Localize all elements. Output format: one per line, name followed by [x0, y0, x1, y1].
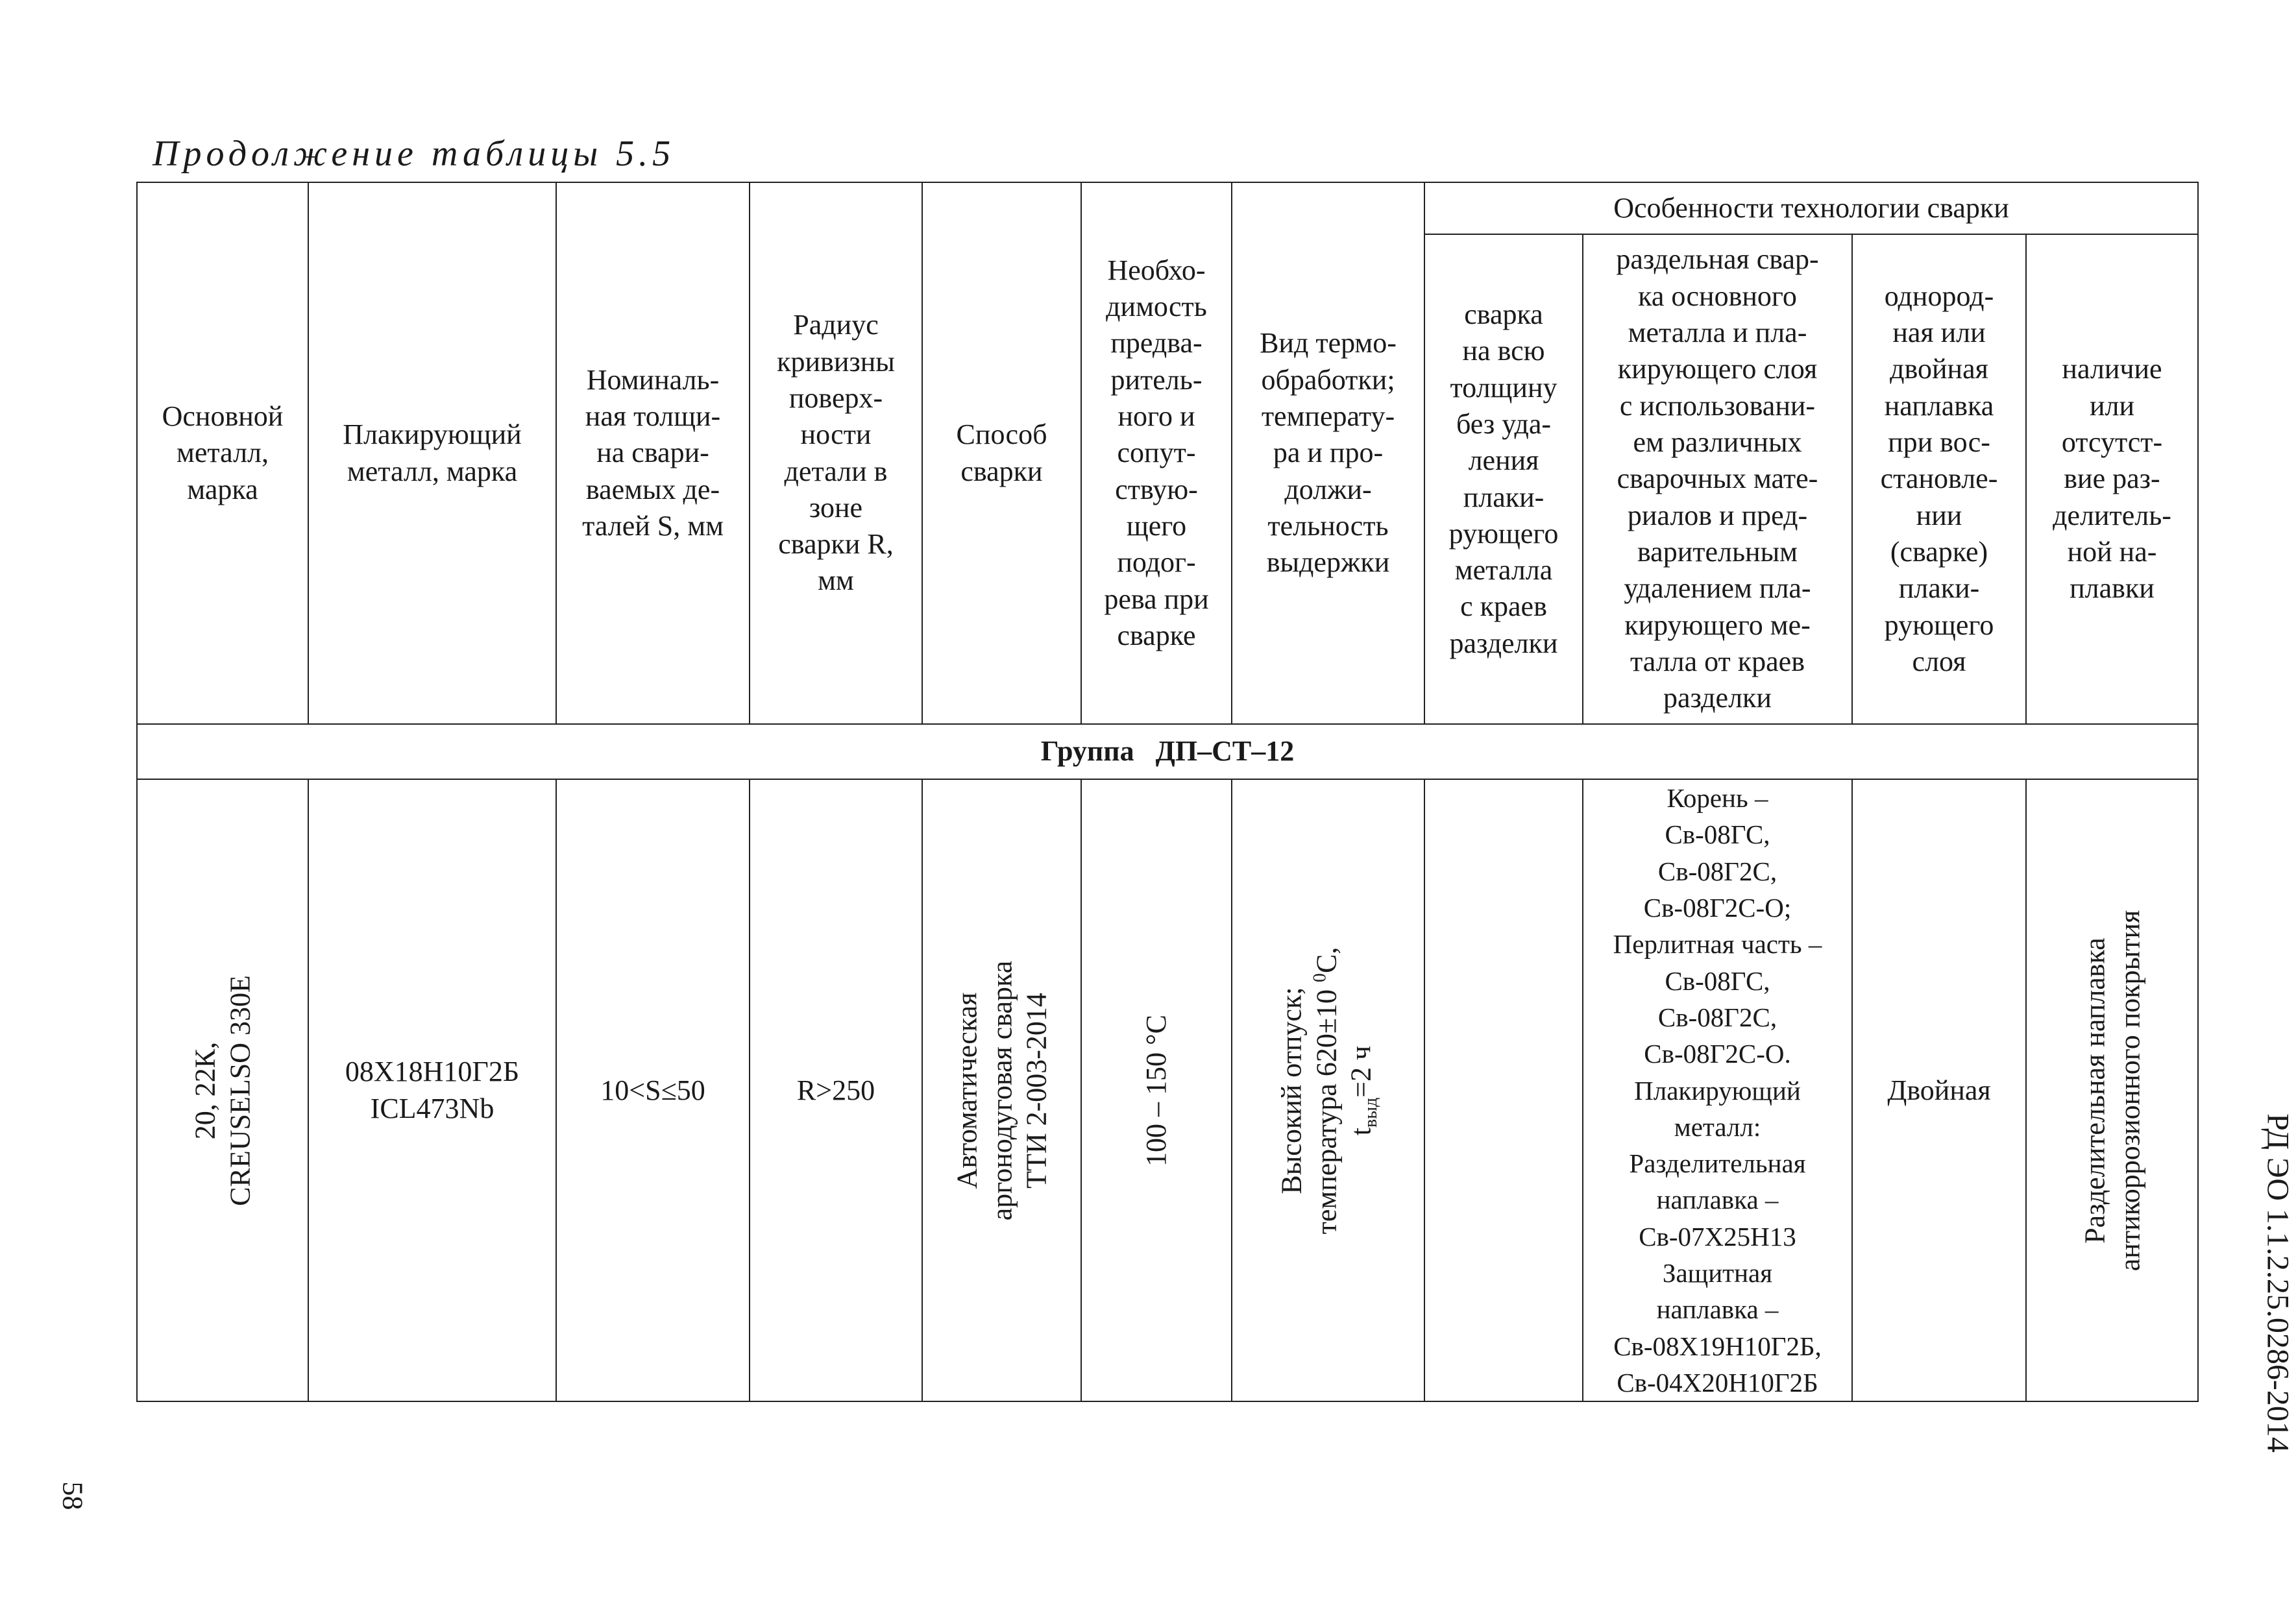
header-base-metal: Основной металл, марка [137, 182, 308, 724]
subheader-separating-layer: наличие или отсутст- вие раз- делитель- ной на- плавки [2026, 234, 2198, 724]
document-id: РД ЭО 1.1.2.25.0286-2014 [2260, 1113, 2295, 1453]
subheader-full-thickness: сварка на всю толщину без уда- ления плаки- рующего металла с краев разделки [1424, 234, 1583, 724]
cell-welding-method: Автоматическая аргонодуговая сварка ТТИ 2-003-2014 [922, 779, 1081, 1401]
cell-thickness: 10<S≤50 [556, 779, 750, 1401]
cell-clad-metal: 08Х18Н10Г2Б ICL473Nb [308, 779, 556, 1401]
header-nominal-thickness: Номиналь- ная толщи- на свари- ваемых де- талей S, мм [556, 182, 750, 724]
cell-full-thickness [1424, 779, 1583, 1401]
subheader-single-double: однород- ная или двойная наплавка при вос- становле- нии (сварке) плаки- рующего слоя [1852, 234, 2026, 724]
cell-single-double: Двойная [1852, 779, 2026, 1401]
header-welding-features: Особенности технологии сварки [1424, 182, 2198, 234]
header-welding-method: Способ сварки [922, 182, 1081, 724]
page-number: 58 [56, 1481, 89, 1510]
cell-separating-layer: Разделительная наплавка антикоррозионного покрытия [2026, 779, 2198, 1401]
welding-table [136, 182, 2199, 1402]
header-heat-treatment: Вид термо- обработки; температу- ра и про- должи- тельность выдержки [1232, 182, 1424, 724]
group-label: Группа ДП–СТ–12 [137, 724, 2198, 779]
cell-preheat: 100 – 150 °С [1081, 779, 1232, 1401]
cell-separate-welding-materials: Корень – Св-08ГС, Св-08Г2С, Св-08Г2С-О; Перлитная часть – Св-08ГС, Св-08Г2С, Св-08Г2С-О. Плакирующий металл: Разделительная наплавка – Св-07Х25Н13 Защитная наплавка – Св-08Х19Н10Г2Б, Св-04Х20Н10Г2Б [1583, 779, 1852, 1401]
cell-radius: R>250 [750, 779, 922, 1401]
header-preheat: Необхо- димость предва- ритель- ного и сопут- ствую- щего подог- рева при сварке [1081, 182, 1232, 724]
header-clad-metal: Плакирующий металл, марка [308, 182, 556, 724]
subheader-separate-welding: раздельная свар- ка основного металла и пла- кирующего слоя с использовани- ем различных сварочных мате- риалов и пред- варительным удалением пла- кирующего ме- талла от краев разделки [1583, 234, 1852, 724]
header-curvature-radius: Радиус кривизны поверх- ности детали в зоне сварки R, мм [750, 182, 922, 724]
cell-base-metal: 20, 22К, CREUSELSO 330E [137, 779, 308, 1401]
table-caption: Продолжение таблицы 5.5 [153, 134, 676, 174]
cell-heat-treatment: Высокий отпуск; температура 620±10 $^0$С, $t_{выд}=2$ ч [1232, 779, 1424, 1401]
